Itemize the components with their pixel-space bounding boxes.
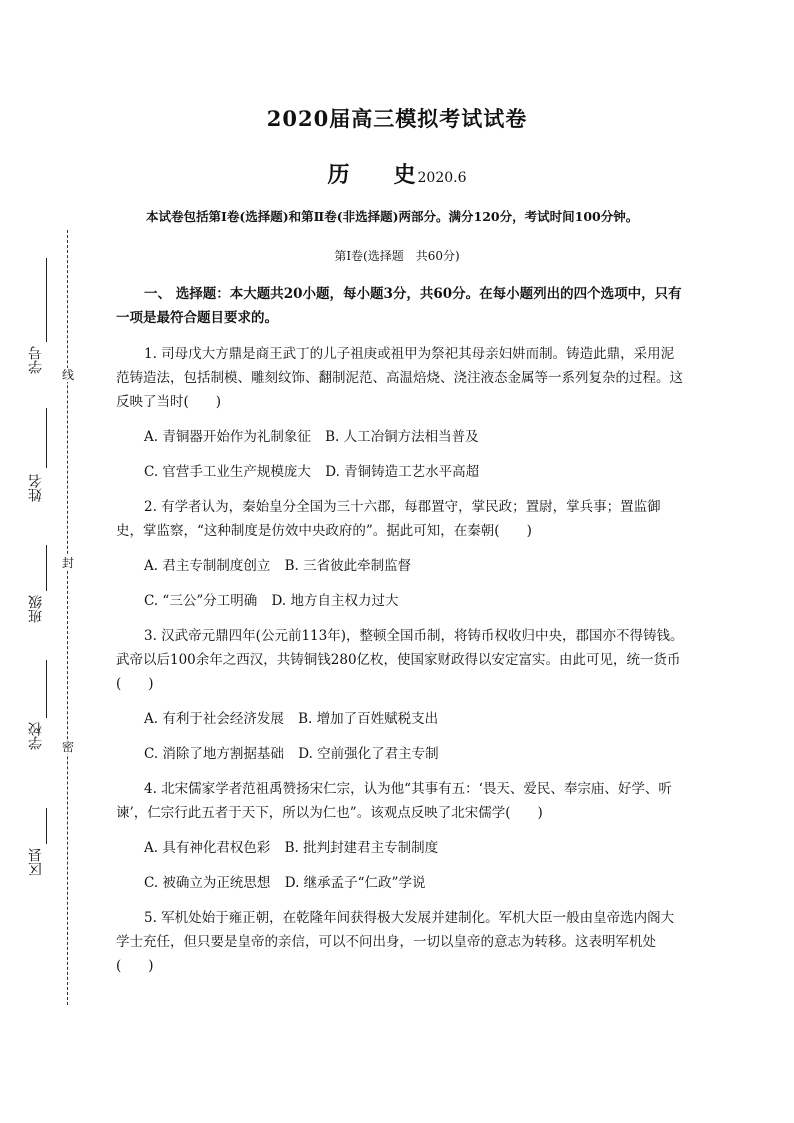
question-stem-1: 1. 司母戊大方鼎是商王武丁的儿子祖庚或祖甲为祭祀其母亲妇妌而制。铸造此鼎，采用泥范铸造法，包括制模、雕刻纹饰、翻制泥范、高温焙烧、浇注液态金属等一系列复杂的过程。这反映了当时( )	[116, 346, 683, 410]
question-options-2b	[116, 589, 686, 613]
school-label: 学校	[28, 722, 44, 750]
option-c[interactable]: C. “三公”分工明确	[144, 593, 258, 609]
subject-char-1: 历	[327, 162, 350, 188]
school-field	[26, 660, 50, 770]
binding-dashed-line	[67, 230, 68, 1005]
section-heading: 一、 选择题：本大题共20小题，每小题3分，共60分。在每小题列出的四个选项中，只有一项是最符合题目要求的。	[116, 286, 682, 326]
class-field	[26, 545, 50, 645]
question-stem-4: 4. 北宋儒家学者范祖禹赞扬宋仁宗，认为他“其事有五：‘畏天、爱民、奉宗庙、好学、听谏’，仁宗行此五者于天下，所以为仁也”。该观点反映了北宋儒学( )	[116, 781, 672, 821]
name-label: 姓名	[28, 474, 44, 502]
option-c[interactable]: C. 官营手工业生产规模庞大	[144, 464, 311, 480]
question-options-1b	[116, 460, 686, 484]
subject-char-2: 史	[393, 162, 416, 188]
district-label: 区县	[28, 848, 44, 876]
question-options-2	[116, 554, 686, 578]
option-b[interactable]: B. 人工冶铜方法相当普及	[325, 429, 479, 445]
option-d[interactable]: D. 地方自主权力过大	[271, 593, 399, 609]
option-d[interactable]: D. 青铜铸造工艺水平高超	[325, 464, 480, 480]
question-options-3	[116, 707, 686, 731]
question-options-1	[116, 425, 686, 449]
binding-mark-secret: 密	[62, 740, 75, 754]
part-heading: 第Ⅰ卷(选择题 共60分)	[334, 249, 460, 263]
option-c[interactable]: C. 被确立为正统思想	[144, 875, 271, 891]
name-blank[interactable]	[46, 408, 47, 468]
option-a[interactable]: A. 君主专制制度创立	[144, 558, 271, 574]
option-a[interactable]: A. 有利于社会经济发展	[144, 711, 284, 727]
question-options-4	[116, 836, 686, 860]
student-id-label: 学号	[28, 346, 44, 374]
binding-mark-line: 线	[62, 368, 75, 382]
option-b[interactable]: B. 三省彼此牵制监督	[284, 558, 412, 574]
option-b[interactable]: B. 增加了百姓赋税支出	[298, 711, 439, 727]
district-field	[26, 808, 50, 878]
student-id-field	[26, 258, 50, 378]
option-a[interactable]: A. 青铜器开始作为礼制象征	[144, 429, 311, 445]
student-id-blank[interactable]	[46, 258, 47, 342]
exam-title: 2020届高三模拟考试试卷	[266, 106, 528, 131]
exam-content	[116, 282, 686, 989]
option-d[interactable]: D. 继承孟子“仁政”学说	[284, 875, 426, 891]
question-options-4b	[116, 871, 686, 895]
binding-mark-seal: 封	[62, 556, 75, 570]
question-stem-3: 3. 汉武帝元鼎四年(公元前113年)，整顿全国币制，将铸币权收归中央，郡国亦不得铸钱。武帝以后100余年之西汉，共铸铜钱280亿枚，使国家财政得以安定富实。由此可见，统一货币( )	[116, 628, 684, 692]
name-field	[26, 408, 50, 518]
question-stem-2: 2. 有学者认为，秦始皇分全国为三十六郡，每郡置守，掌民政；置尉，掌兵事；置监御史，掌监察，“这种制度是仿效中央政府的”。据此可知，在秦朝( )	[116, 499, 661, 539]
option-b[interactable]: B. 批判封建君主专制制度	[284, 840, 439, 856]
option-d[interactable]: D. 空前强化了君主专制	[298, 746, 439, 762]
question-options-3b	[116, 742, 686, 766]
school-blank[interactable]	[46, 660, 47, 718]
question-stem-5: 5. 军机处始于雍正朝，在乾隆年间获得极大发展并建制化。军机大臣一般由皇帝选内阁大学士充任，但只要是皇帝的亲信，可以不问出身，一切以皇帝的意志为转移。这表明军机处( )	[116, 910, 675, 974]
option-c[interactable]: C. 消除了地方割据基础	[144, 746, 284, 762]
subject-line	[0, 158, 794, 189]
exam-intro: 本试卷包括第Ⅰ卷(选择题)和第Ⅱ卷(非选择题)两部分。满分120分，考试时间100分钟。	[146, 209, 639, 224]
exam-date: 2020.6	[417, 170, 467, 186]
district-blank[interactable]	[46, 808, 47, 844]
option-a[interactable]: A. 具有神化君权色彩	[144, 840, 271, 856]
class-blank[interactable]	[46, 545, 47, 591]
class-label: 班级	[28, 595, 44, 623]
